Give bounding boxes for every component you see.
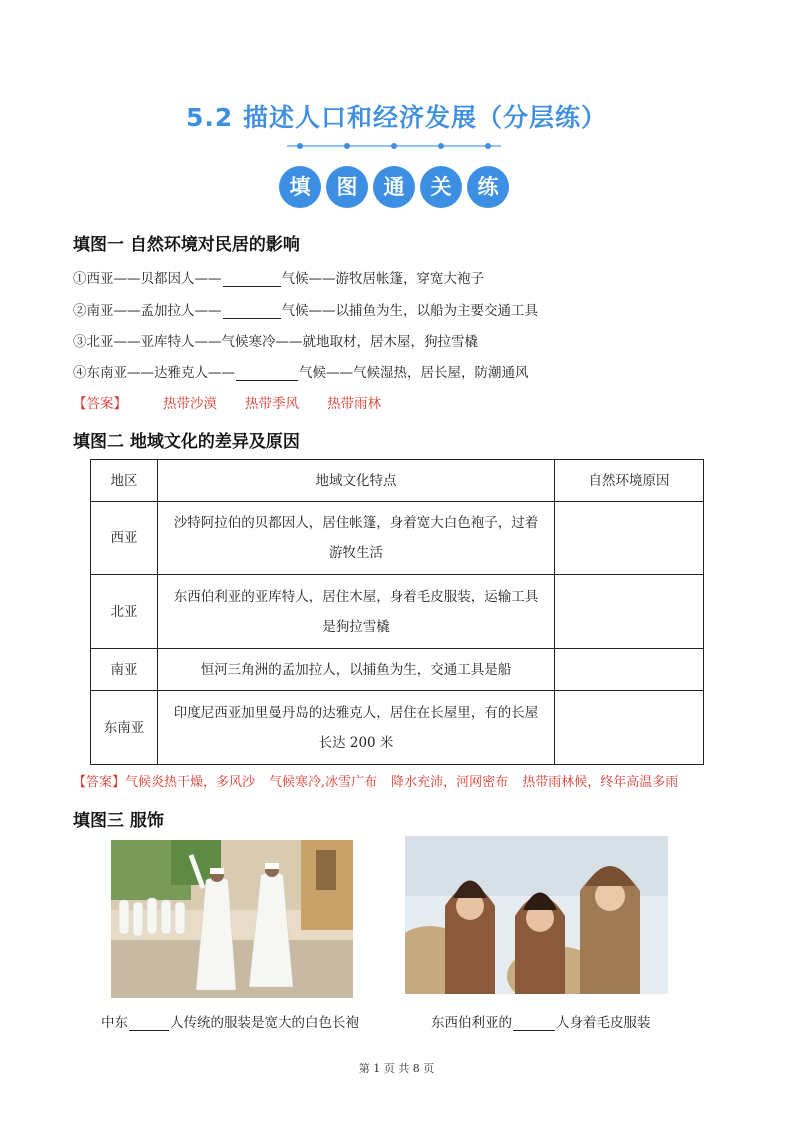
table-cell-reason[interactable] — [555, 575, 704, 649]
page-title: 5.2 描述人口和经济发展（分层练） — [186, 103, 607, 132]
answer-label: 【答案】 — [73, 775, 126, 790]
caption-text: 人身着毛皮服装 — [556, 1015, 651, 1031]
section2-heading: 填图二 地域文化的差异及原因 — [73, 432, 300, 452]
section1-heading: 填图一 自然环境对民居的影响 — [73, 235, 300, 255]
page-footer: 第 1 页 共 8 页 — [358, 1062, 435, 1075]
answer-item: 热带雨林候，终年高温多雨 — [522, 775, 679, 790]
answer-label: 【答案】 — [73, 396, 127, 412]
table-row — [91, 575, 704, 649]
fill-line — [73, 330, 478, 350]
caption-text: 人传统的服装是宽大的白色长袍 — [170, 1015, 359, 1031]
line-text: ④东南亚——达雅克人—— — [73, 365, 235, 381]
table-row — [91, 649, 704, 691]
banner-dot — [344, 143, 350, 149]
line-text: ①西亚——贝都因人—— — [73, 271, 222, 287]
table-cell-reason[interactable] — [555, 691, 704, 765]
answer-line — [73, 771, 678, 790]
banner-char: 关 — [420, 166, 462, 208]
answer-item: 热带沙漠 — [163, 396, 217, 412]
answer-item: 气候炎热干燥，多风沙 — [125, 775, 256, 790]
fill-line — [73, 361, 529, 381]
table-cell-region: 南亚 — [91, 649, 158, 691]
table-header: 自然环境原因 — [555, 460, 704, 502]
answer-blank[interactable] — [223, 304, 281, 319]
line-text: 气候——以捕鱼为生，以船为主要交通工具 — [281, 303, 538, 319]
table-cell-region: 北亚 — [91, 575, 158, 649]
answer-blank[interactable] — [129, 1016, 169, 1031]
caption-text: 东西伯利亚的 — [431, 1015, 512, 1031]
answer-item: 热带季风 — [245, 396, 299, 412]
section3-heading: 填图三 服饰 — [73, 811, 164, 831]
line-text: ②南亚——孟加拉人—— — [73, 303, 222, 319]
answer-blank[interactable] — [513, 1016, 555, 1031]
answer-item: 气候寒冷,冰雪广布 — [269, 775, 378, 790]
table-cell-feature: 沙特阿拉伯的贝都因人，居住帐篷，身着宽大白色袍子，过着游牧生活 — [158, 502, 555, 575]
banner-char: 通 — [373, 166, 415, 208]
table-cell-region: 西亚 — [91, 502, 158, 575]
table-header: 地区 — [91, 460, 158, 502]
banner-dot — [438, 143, 444, 149]
answer-item: 降水充沛，河网密布 — [391, 775, 509, 790]
caption-siberia — [431, 1011, 651, 1031]
fill-line — [73, 299, 538, 319]
culture-table — [90, 459, 704, 765]
table-cell-feature: 东西伯利亚的亚库特人，居住木屋，身着毛皮服装，运输工具是狗拉雪橇 — [158, 575, 555, 649]
table-cell-feature: 印度尼西亚加里曼丹岛的达雅克人，居住在长屋里，有的长屋长达 200 米 — [158, 691, 555, 765]
table-cell-reason[interactable] — [555, 502, 704, 575]
table-cell-reason[interactable] — [555, 649, 704, 691]
banner-char: 练 — [467, 166, 509, 208]
banner-dot — [485, 143, 491, 149]
fill-line — [73, 267, 484, 287]
answer-item: 热带雨林 — [327, 396, 381, 412]
line-text: 气候——游牧居帐篷，穿宽大袍子 — [281, 271, 484, 287]
siberia-photo — [405, 836, 668, 994]
answer-blank[interactable] — [223, 272, 281, 287]
caption-text: 中东 — [101, 1015, 128, 1031]
banner-dot — [297, 143, 303, 149]
table-row — [91, 502, 704, 575]
middle-east-photo — [111, 840, 353, 998]
table-header-row — [91, 460, 704, 502]
table-cell-feature: 恒河三角洲的孟加拉人，以捕鱼为生，交通工具是船 — [158, 649, 555, 691]
table-row — [91, 691, 704, 765]
caption-middle-east — [101, 1011, 359, 1031]
table-header: 地域文化特点 — [158, 460, 555, 502]
banner-char: 图 — [326, 166, 368, 208]
line-text: ③北亚——亚库特人——气候寒冷——就地取材，居木屋，狗拉雪橇 — [73, 334, 478, 350]
banner-char: 填 — [279, 166, 321, 208]
table-cell-region: 东南亚 — [91, 691, 158, 765]
answer-line — [73, 392, 409, 412]
banner-dot — [391, 143, 397, 149]
line-text: 气候——气候湿热，居长屋，防潮通风 — [299, 365, 529, 381]
answer-blank[interactable] — [236, 366, 298, 381]
